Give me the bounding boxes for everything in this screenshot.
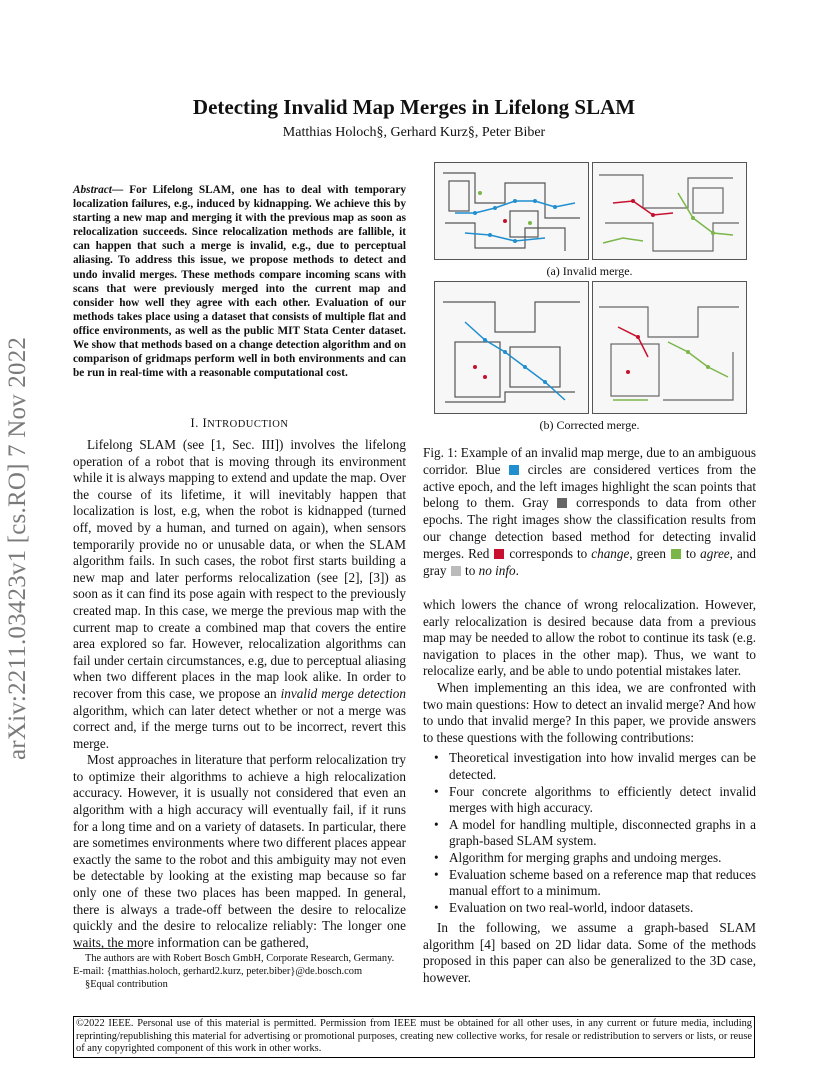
- paper-title: Detecting Invalid Map Merges in Lifelong SLAM: [192, 95, 636, 119]
- footnote-equal-contribution: §Equal contribution: [85, 979, 168, 990]
- list-item: • A model for handling multiple, disconnected graphs in a graph-based SLAM system.: [449, 817, 756, 850]
- red-swatch-icon: [494, 549, 504, 559]
- right-paragraph-2: When implementing an this idea, we are confronted with two main questions: How to detect an invalid merge? And how to undo that invalid merge? In this paper, we provide answers to these questions with the following contributions:: [423, 679, 756, 745]
- gray-swatch-icon: [557, 498, 567, 508]
- right-paragraph-1: which lowers the chance of wrong relocalization. However, early relocalization is desired because data from a previous map may be needed to allow the robot to continue its task (e.g. navigation to places in the other map). Thus, we want to relocalize early, and be able to undo potential mistakes later.: [423, 597, 756, 679]
- map-sketch: [593, 163, 746, 259]
- footnote-affiliation: The authors are with Robert Bosch GmbH, Corporate Research, Germany.: [85, 953, 395, 964]
- list-item: • Theoretical investigation into how invalid merges can be detected.: [449, 750, 756, 783]
- abstract-label: Abstract: [73, 184, 112, 196]
- right-column-body: [423, 597, 756, 987]
- section-number: I.: [190, 416, 203, 430]
- section-heading-introduction: [73, 416, 406, 431]
- list-item: • Four concrete algorithms to efficiently detect invalid merges with high accuracy.: [449, 784, 756, 817]
- intro-paragraph-2: Most approaches in literature that perform relocalization try to optimize their algorithms to achieve a high relocalization accuracy. However, it is usually not considered that even an algorithm with a high accuracy will eventually fail, if it runs for a long time and on a variety of datasets. In particular, there are sometimes environments where two different places appear exactly the same to the robot and this ambiguity may not even be detectable by looking at the existing map because so far only one of these two places has been mapped. In general, there is always a trade-off between the desire to relocalize quickly and the desire to relocalize reliably: The longer one waits, the more information can be gathered,: [73, 752, 406, 950]
- left-column-body: [73, 437, 406, 951]
- author-list: Matthias Holoch§, Gerhard Kurz§, Peter Biber: [282, 125, 546, 140]
- copyright-notice: ©2022 IEEE. Personal use of this material is permitted. Permission from IEEE must be obtained for all other uses, in any current or future media, including reprinting/republishing this material for advertising or promotional purposes, creating new collective works, for resale or redistribution to servers or lists, or reuse of any copyrighted component of this work in other works.: [73, 1016, 755, 1058]
- figure-caption: Fig. 1: Example of an invalid map merge, due to an ambiguous corridor. Blue circles are considered vertices from the active epoch, and the left images highlight the scan points that belong to them. Gray corresponds to data from other epochs. The right images show the classification results from our change detection based method for detecting invalid merges. Red corresponds to change, green to agree, and gray to no info.: [423, 445, 756, 578]
- map-sketch: [593, 282, 746, 413]
- subcaption-b: (b) Corrected merge.: [539, 418, 640, 432]
- abstract: [73, 183, 406, 380]
- section-title-initial: I: [202, 416, 208, 430]
- footnote-email: E-mail: {matthias.holoch, gerhard2.kurz, peter.biber}@de.bosch.com: [73, 966, 363, 977]
- list-item: • Evaluation on two real-world, indoor datasets.: [449, 900, 756, 917]
- figure-image-invalid-merge-right: [592, 162, 747, 260]
- contribution-list: [423, 750, 756, 916]
- map-sketch: [435, 282, 588, 413]
- abstract-text: — For Lifelong SLAM, one has to deal with temporary localization failures, e.g., induced by kidnapping. We achieve this by starting a new map and merging it with the previous map as soon as relocalization succeeds. Since relocalization methods are fallible, it can happen that such a merge is invalid, e.g., due to perceptual aliasing. To address this issue, we propose methods to detect and undo invalid merges. These methods compare incoming scans with scans that were previously merged into the current map and consider how well they agree with each other. Evaluation of our methods takes place using a dataset that consists of multiple flat and office environments, as well as the public MIT Stata Center dataset. We show that methods based on a change detection algorithm and on comparison of gridmaps perform well in both environments and can be run in real-time with a reasonable computational cost.: [73, 184, 406, 380]
- figure-image-invalid-merge-left: [434, 162, 589, 260]
- subcaption-a: (a) Invalid merge.: [546, 264, 633, 278]
- figure-image-corrected-merge-left: [434, 281, 589, 414]
- list-item: • Evaluation scheme based on a reference map that reduces manual effort to a minimum.: [449, 867, 756, 900]
- footnote-rule: [73, 948, 143, 949]
- figure-image-corrected-merge-right: [592, 281, 747, 414]
- arxiv-identifier: arXiv:2211.03423v1 [cs.RO] 7 Nov 2022: [4, 336, 31, 760]
- section-title-rest: NTRODUCTION: [207, 419, 289, 430]
- intro-paragraph-1: Lifelong SLAM (see [1, Sec. III]) involves the lifelong operation of a robot that is moving through its environment while it is always mapping to extend and update the map. Over the course of its lifetime, it will inevitably happen that localization is lost, e.g, when the robot is kidnapped (turned off, moved by a human, and turned on again), when sensors temporarily provide no or unusable data, or when the SLAM algorithm fails. In such cases, the robot first starts building a new map and later performs relocalization (see [2], [3]) as soon as it can find its pose again with respect to the previously created map. In this case, we merge the previous map with the current map to create a combined map that covers the entire area explored so far. However, relocalization algorithms can fail under certain circumstances, e.g, due to perceptual aliasing when two different places in the map look alike. In order to recover from this case, we propose an invalid merge detection algorithm, which can later detect whether or not a merge was correct and, if the merge turns out to be incorrect, revert this merge.: [73, 437, 406, 751]
- blue-swatch-icon: [509, 465, 519, 475]
- light-gray-swatch-icon: [451, 566, 461, 576]
- green-swatch-icon: [671, 549, 681, 559]
- footnote: [73, 952, 413, 991]
- right-paragraph-3: In the following, we assume a graph-based SLAM algorithm [4] based on 2D lidar data. Some of the methods proposed in this paper can also be generalized to the 3D case, however.: [423, 920, 756, 986]
- map-sketch: [435, 163, 588, 259]
- emphasis-term: invalid merge detection: [280, 685, 406, 701]
- list-item: • Algorithm for merging graphs and undoing merges.: [449, 850, 756, 867]
